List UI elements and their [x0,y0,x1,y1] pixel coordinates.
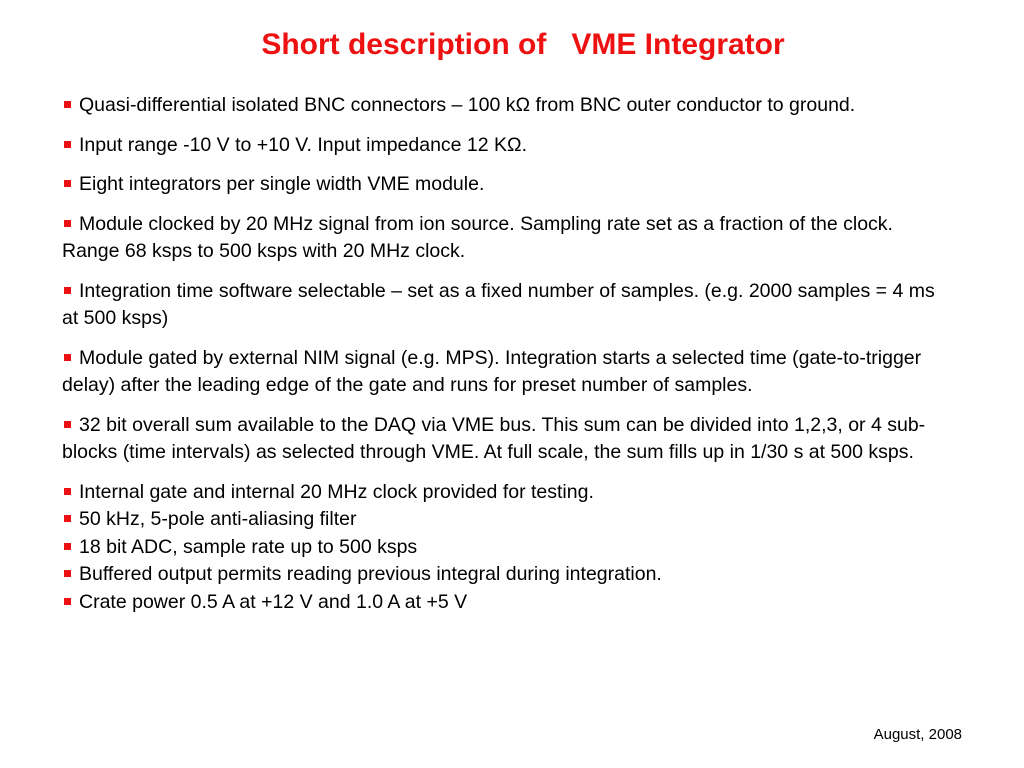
bullet-text: 18 bit ADC, sample rate up to 500 ksps [79,535,418,558]
bullet-item [62,132,942,160]
bullet-item [62,211,942,266]
square-bullet-icon [64,421,71,428]
bullet-text: Quasi-differential isolated BNC connectors – 100 kΩ from BNC outer conductor to ground. [79,94,856,116]
bullet-item [62,345,942,400]
bullet-text: Module clocked by 20 MHz signal from ion source. Sampling rate set as a fraction of the clock. Range 68 ksps to 500 ksps with 20 MHz clock. [62,212,915,262]
bullet-text: Internal gate and internal 20 MHz clock provided for testing. [79,480,594,503]
square-bullet-icon [64,515,71,522]
footer-date: August, 2008 [873,726,962,743]
bullet-text: Buffered output permits reading previous integral during integration. [79,563,662,585]
bullet-item [62,534,942,562]
square-bullet-icon [64,488,71,495]
bullet-item [62,278,942,333]
bullet-text: Module gated by external NIM signal (e.g. MPS). Integration starts a selected time (gate-to-trigger delay) after the leading edge of the gate and runs for preset number of samples. [62,346,927,396]
bullet-item [62,171,942,199]
bullet-text: 32 bit overall sum available to the DAQ via VME bus. This sum can be divided into 1,2,3, or 4 sub- blocks (time intervals) as selected through VME. At full scale, the sum fills up in 1/30 s at 500 ksps. [62,413,931,463]
square-bullet-icon [64,180,71,187]
square-bullet-icon [64,543,71,550]
square-bullet-icon [64,570,71,577]
bullet-item [62,589,942,617]
bullet-list [62,92,942,616]
square-bullet-icon [64,598,71,605]
bullet-text: Crate power 0.5 A at +12 V and 1.0 A at +5 V [79,590,468,613]
square-bullet-icon [64,101,71,108]
slide-title: Short description of VME Integrator [261,28,785,61]
bullet-item [62,92,942,120]
bullet-item [62,561,942,589]
square-bullet-icon [64,141,71,148]
bullet-item [62,479,942,507]
bullet-item [62,412,942,467]
bullet-text: Eight integrators per single width VME module. [79,173,485,195]
square-bullet-icon [64,354,71,361]
square-bullet-icon [64,220,71,227]
bullet-text: Integration time software selectable – set as a fixed number of samples. (e.g. 2000 samples = 4 ms at 500 ksps) [62,279,941,329]
square-bullet-icon [64,287,71,294]
bullet-item [62,506,942,534]
bullet-text: 50 kHz, 5-pole anti-aliasing filter [79,508,357,530]
bullet-text: Input range -10 V to +10 V. Input impedance 12 KΩ. [79,133,528,156]
